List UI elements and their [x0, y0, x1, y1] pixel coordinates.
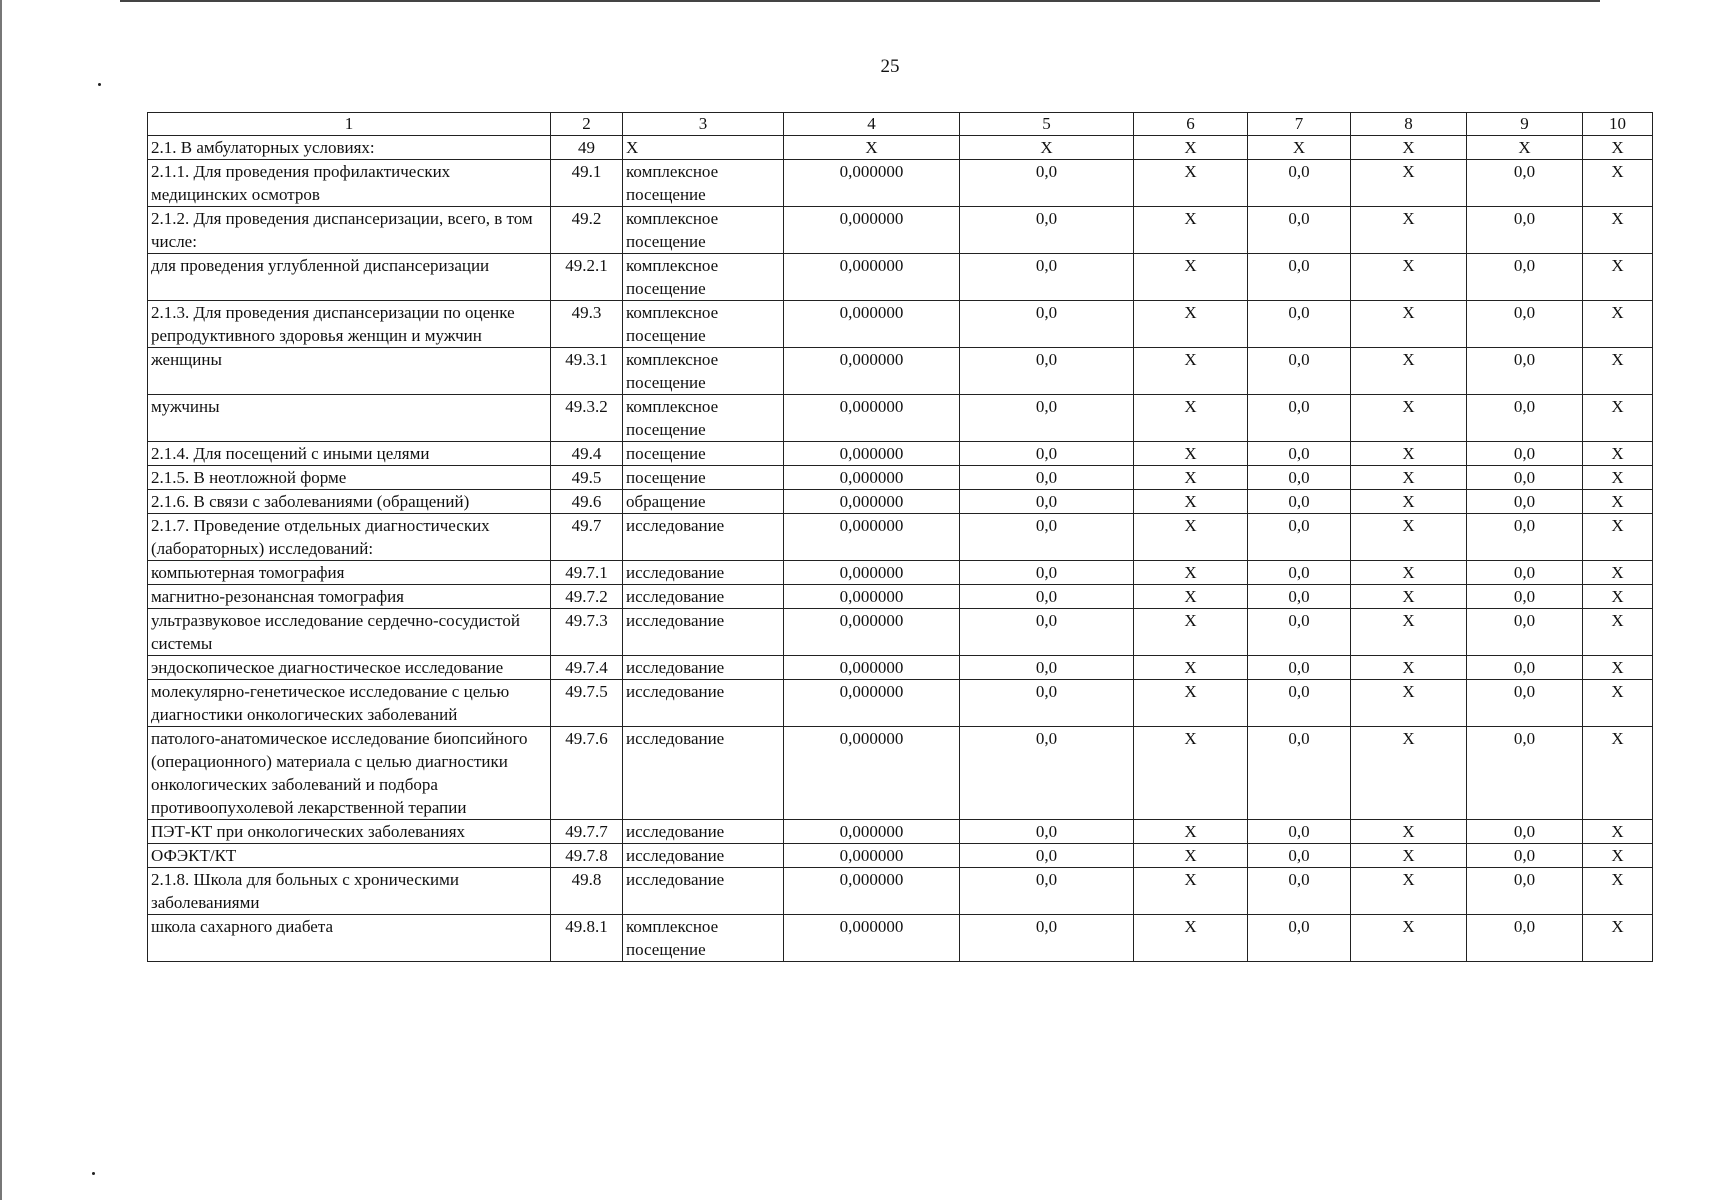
cell-col-8: X	[1351, 514, 1467, 561]
column-header: 1	[148, 113, 551, 136]
cell-col-8: X	[1351, 656, 1467, 680]
row-unit: комплексное посещение	[623, 395, 784, 442]
cell-col-9: 0,0	[1467, 514, 1583, 561]
cell-col-4: 0,000000	[784, 680, 960, 727]
column-header: 6	[1134, 113, 1248, 136]
cell-col-6: X	[1134, 656, 1248, 680]
cell-col-5: 0,0	[960, 680, 1134, 727]
cell-col-8: X	[1351, 301, 1467, 348]
cell-col-6: X	[1134, 585, 1248, 609]
table-row	[148, 609, 1653, 656]
scan-speck	[98, 83, 101, 86]
cell-col-5: 0,0	[960, 490, 1134, 514]
cell-col-6: X	[1134, 160, 1248, 207]
cell-col-4: 0,000000	[784, 254, 960, 301]
row-unit: исследование	[623, 727, 784, 820]
row-code: 49.3.1	[551, 348, 623, 395]
cell-col-9: 0,0	[1467, 868, 1583, 915]
cell-col-5: 0,0	[960, 442, 1134, 466]
row-unit: комплексное посещение	[623, 348, 784, 395]
table-row	[148, 207, 1653, 254]
cell-col-8: X	[1351, 680, 1467, 727]
cell-col-5: 0,0	[960, 609, 1134, 656]
row-unit: обращение	[623, 490, 784, 514]
row-label: магнитно-резонансная томография	[148, 585, 551, 609]
cell-col-4: 0,000000	[784, 466, 960, 490]
cell-col-5: 0,0	[960, 395, 1134, 442]
cell-col-8: X	[1351, 348, 1467, 395]
cell-col-6: X	[1134, 561, 1248, 585]
cell-col-5: 0,0	[960, 160, 1134, 207]
cell-col-4: 0,000000	[784, 207, 960, 254]
cell-col-5: X	[960, 136, 1134, 160]
table-row	[148, 514, 1653, 561]
row-label: 2.1.4. Для посещений с иными целями	[148, 442, 551, 466]
cell-col-7: 0,0	[1248, 395, 1351, 442]
table-row	[148, 844, 1653, 868]
cell-col-5: 0,0	[960, 727, 1134, 820]
row-code: 49.7.8	[551, 844, 623, 868]
cell-col-9: 0,0	[1467, 301, 1583, 348]
cell-col-4: 0,000000	[784, 868, 960, 915]
row-label: 2.1.1. Для проведения профилактических медицинских осмотров	[148, 160, 551, 207]
row-code: 49.7.5	[551, 680, 623, 727]
row-code: 49.5	[551, 466, 623, 490]
cell-col-6: X	[1134, 680, 1248, 727]
cell-col-4: 0,000000	[784, 844, 960, 868]
table-row	[148, 348, 1653, 395]
row-label: 2.1.2. Для проведения диспансеризации, всего, в том числе:	[148, 207, 551, 254]
cell-col-6: X	[1134, 490, 1248, 514]
row-code: 49.7	[551, 514, 623, 561]
cell-col-10: X	[1583, 160, 1653, 207]
cell-col-6: X	[1134, 844, 1248, 868]
cell-col-10: X	[1583, 254, 1653, 301]
table-row	[148, 301, 1653, 348]
cell-col-10: X	[1583, 207, 1653, 254]
cell-col-7: X	[1248, 136, 1351, 160]
cell-col-5: 0,0	[960, 254, 1134, 301]
cell-col-7: 0,0	[1248, 820, 1351, 844]
cell-col-6: X	[1134, 348, 1248, 395]
cell-col-8: X	[1351, 160, 1467, 207]
cell-col-5: 0,0	[960, 561, 1134, 585]
column-header: 3	[623, 113, 784, 136]
cell-col-9: 0,0	[1467, 254, 1583, 301]
table-row	[148, 490, 1653, 514]
cell-col-8: X	[1351, 207, 1467, 254]
row-label: женщины	[148, 348, 551, 395]
cell-col-8: X	[1351, 915, 1467, 962]
cell-col-9: 0,0	[1467, 395, 1583, 442]
cell-col-5: 0,0	[960, 348, 1134, 395]
row-unit: исследование	[623, 844, 784, 868]
cell-col-9: 0,0	[1467, 727, 1583, 820]
cell-col-7: 0,0	[1248, 727, 1351, 820]
cell-col-8: X	[1351, 561, 1467, 585]
column-header: 9	[1467, 113, 1583, 136]
row-code: 49	[551, 136, 623, 160]
cell-col-4: 0,000000	[784, 348, 960, 395]
cell-col-7: 0,0	[1248, 442, 1351, 466]
cell-col-9: 0,0	[1467, 442, 1583, 466]
cell-col-10: X	[1583, 915, 1653, 962]
row-label: ультразвуковое исследование сердечно-сосудистой системы	[148, 609, 551, 656]
table-row	[148, 136, 1653, 160]
row-code: 49.2.1	[551, 254, 623, 301]
cell-col-6: X	[1134, 915, 1248, 962]
cell-col-5: 0,0	[960, 915, 1134, 962]
row-label: компьютерная томография	[148, 561, 551, 585]
cell-col-6: X	[1134, 609, 1248, 656]
table-row	[148, 585, 1653, 609]
cell-col-9: 0,0	[1467, 585, 1583, 609]
cell-col-7: 0,0	[1248, 490, 1351, 514]
row-code: 49.2	[551, 207, 623, 254]
top-scan-rule	[120, 0, 1600, 2]
cell-col-10: X	[1583, 395, 1653, 442]
cell-col-4: 0,000000	[784, 514, 960, 561]
cell-col-7: 0,0	[1248, 915, 1351, 962]
column-header: 7	[1248, 113, 1351, 136]
cell-col-4: 0,000000	[784, 656, 960, 680]
row-unit: X	[623, 136, 784, 160]
cell-col-6: X	[1134, 442, 1248, 466]
row-code: 49.7.2	[551, 585, 623, 609]
cell-col-5: 0,0	[960, 844, 1134, 868]
table-row	[148, 160, 1653, 207]
row-unit: посещение	[623, 442, 784, 466]
row-unit: исследование	[623, 561, 784, 585]
row-label: патолого-анатомическое исследование биопсийного (операционного) материала с целью диагностики онкологических заболеваний и подбора противоопухолевой лекарственной терапии	[148, 727, 551, 820]
cell-col-10: X	[1583, 868, 1653, 915]
row-label: эндоскопическое диагностическое исследование	[148, 656, 551, 680]
cell-col-7: 0,0	[1248, 680, 1351, 727]
row-unit: комплексное посещение	[623, 207, 784, 254]
cell-col-7: 0,0	[1248, 466, 1351, 490]
cell-col-8: X	[1351, 395, 1467, 442]
row-label: школа сахарного диабета	[148, 915, 551, 962]
column-header: 5	[960, 113, 1134, 136]
row-label: для проведения углубленной диспансеризации	[148, 254, 551, 301]
cell-col-4: 0,000000	[784, 727, 960, 820]
cell-col-5: 0,0	[960, 207, 1134, 254]
cell-col-9: 0,0	[1467, 915, 1583, 962]
row-unit: посещение	[623, 466, 784, 490]
table-row	[148, 680, 1653, 727]
cell-col-8: X	[1351, 136, 1467, 160]
row-code: 49.3	[551, 301, 623, 348]
scan-speck	[92, 1172, 95, 1175]
cell-col-9: 0,0	[1467, 160, 1583, 207]
cell-col-8: X	[1351, 868, 1467, 915]
cell-col-9: 0,0	[1467, 844, 1583, 868]
column-header: 4	[784, 113, 960, 136]
cell-col-8: X	[1351, 442, 1467, 466]
cell-col-8: X	[1351, 820, 1467, 844]
cell-col-5: 0,0	[960, 585, 1134, 609]
cell-col-6: X	[1134, 207, 1248, 254]
cell-col-6: X	[1134, 820, 1248, 844]
page-number: 25	[880, 56, 900, 77]
cell-col-10: X	[1583, 680, 1653, 727]
cell-col-10: X	[1583, 727, 1653, 820]
cell-col-10: X	[1583, 561, 1653, 585]
cell-col-9: 0,0	[1467, 656, 1583, 680]
row-code: 49.8.1	[551, 915, 623, 962]
cell-col-8: X	[1351, 609, 1467, 656]
cell-col-10: X	[1583, 656, 1653, 680]
column-header: 2	[551, 113, 623, 136]
cell-col-8: X	[1351, 585, 1467, 609]
cell-col-9: 0,0	[1467, 820, 1583, 844]
cell-col-10: X	[1583, 514, 1653, 561]
cell-col-4: 0,000000	[784, 561, 960, 585]
row-unit: комплексное посещение	[623, 160, 784, 207]
cell-col-5: 0,0	[960, 301, 1134, 348]
cell-col-9: 0,0	[1467, 561, 1583, 585]
cell-col-7: 0,0	[1248, 609, 1351, 656]
cell-col-5: 0,0	[960, 656, 1134, 680]
cell-col-10: X	[1583, 442, 1653, 466]
row-unit: исследование	[623, 609, 784, 656]
cell-col-6: X	[1134, 301, 1248, 348]
cell-col-7: 0,0	[1248, 207, 1351, 254]
row-label: молекулярно-генетическое исследование с целью диагностики онкологических заболеваний	[148, 680, 551, 727]
cell-col-7: 0,0	[1248, 348, 1351, 395]
cell-col-7: 0,0	[1248, 301, 1351, 348]
row-code: 49.7.3	[551, 609, 623, 656]
row-label: 2.1.3. Для проведения диспансеризации по оценке репродуктивного здоровья женщин и мужчин	[148, 301, 551, 348]
cell-col-8: X	[1351, 490, 1467, 514]
cell-col-10: X	[1583, 301, 1653, 348]
table-row	[148, 466, 1653, 490]
cell-col-7: 0,0	[1248, 868, 1351, 915]
cell-col-7: 0,0	[1248, 160, 1351, 207]
row-label: мужчины	[148, 395, 551, 442]
cell-col-8: X	[1351, 466, 1467, 490]
cell-col-4: 0,000000	[784, 915, 960, 962]
row-unit: исследование	[623, 868, 784, 915]
cell-col-9: 0,0	[1467, 680, 1583, 727]
row-unit: исследование	[623, 514, 784, 561]
table-row	[148, 561, 1653, 585]
cell-col-6: X	[1134, 466, 1248, 490]
cell-col-6: X	[1134, 727, 1248, 820]
cell-col-8: X	[1351, 727, 1467, 820]
row-label: 2.1.8. Школа для больных с хроническими заболеваниями	[148, 868, 551, 915]
cell-col-9: X	[1467, 136, 1583, 160]
cell-col-6: X	[1134, 136, 1248, 160]
table-row	[148, 656, 1653, 680]
cell-col-10: X	[1583, 466, 1653, 490]
cell-col-5: 0,0	[960, 868, 1134, 915]
cell-col-10: X	[1583, 820, 1653, 844]
table-row	[148, 442, 1653, 466]
cell-col-6: X	[1134, 514, 1248, 561]
cell-col-5: 0,0	[960, 466, 1134, 490]
cell-col-5: 0,0	[960, 514, 1134, 561]
row-code: 49.7.1	[551, 561, 623, 585]
cell-col-9: 0,0	[1467, 348, 1583, 395]
cell-col-4: 0,000000	[784, 585, 960, 609]
table-row	[148, 395, 1653, 442]
row-label: 2.1. В амбулаторных условиях:	[148, 136, 551, 160]
column-header: 8	[1351, 113, 1467, 136]
left-scan-edge	[0, 0, 2, 1200]
cell-col-10: X	[1583, 490, 1653, 514]
cell-col-4: 0,000000	[784, 301, 960, 348]
row-code: 49.8	[551, 868, 623, 915]
row-code: 49.7.7	[551, 820, 623, 844]
cell-col-7: 0,0	[1248, 844, 1351, 868]
column-number-row	[148, 113, 1653, 136]
column-header: 10	[1583, 113, 1653, 136]
cell-col-9: 0,0	[1467, 207, 1583, 254]
cell-col-10: X	[1583, 609, 1653, 656]
cell-col-9: 0,0	[1467, 466, 1583, 490]
row-unit: исследование	[623, 680, 784, 727]
data-table	[147, 112, 1653, 962]
cell-col-9: 0,0	[1467, 490, 1583, 514]
cell-col-6: X	[1134, 868, 1248, 915]
row-unit: комплексное посещение	[623, 301, 784, 348]
cell-col-7: 0,0	[1248, 514, 1351, 561]
cell-col-10: X	[1583, 844, 1653, 868]
cell-col-7: 0,0	[1248, 254, 1351, 301]
cell-col-10: X	[1583, 348, 1653, 395]
row-label: 2.1.5. В неотложной форме	[148, 466, 551, 490]
cell-col-4: 0,000000	[784, 395, 960, 442]
row-label: 2.1.6. В связи с заболеваниями (обращений)	[148, 490, 551, 514]
table-row	[148, 727, 1653, 820]
row-unit: комплексное посещение	[623, 254, 784, 301]
cell-col-5: 0,0	[960, 820, 1134, 844]
row-code: 49.1	[551, 160, 623, 207]
cell-col-7: 0,0	[1248, 561, 1351, 585]
row-code: 49.4	[551, 442, 623, 466]
cell-col-9: 0,0	[1467, 609, 1583, 656]
row-label: 2.1.7. Проведение отдельных диагностических (лабораторных) исследований:	[148, 514, 551, 561]
cell-col-8: X	[1351, 254, 1467, 301]
cell-col-4: X	[784, 136, 960, 160]
cell-col-4: 0,000000	[784, 160, 960, 207]
cell-col-8: X	[1351, 844, 1467, 868]
row-unit: комплексное посещение	[623, 915, 784, 962]
row-label: ОФЭКТ/КТ	[148, 844, 551, 868]
row-unit: исследование	[623, 585, 784, 609]
row-unit: исследование	[623, 820, 784, 844]
table-row	[148, 254, 1653, 301]
row-code: 49.6	[551, 490, 623, 514]
cell-col-4: 0,000000	[784, 820, 960, 844]
row-code: 49.3.2	[551, 395, 623, 442]
cell-col-10: X	[1583, 136, 1653, 160]
row-code: 49.7.4	[551, 656, 623, 680]
cell-col-7: 0,0	[1248, 656, 1351, 680]
row-code: 49.7.6	[551, 727, 623, 820]
cell-col-6: X	[1134, 254, 1248, 301]
cell-col-10: X	[1583, 585, 1653, 609]
row-label: ПЭТ-КТ при онкологических заболеваниях	[148, 820, 551, 844]
cell-col-4: 0,000000	[784, 442, 960, 466]
cell-col-7: 0,0	[1248, 585, 1351, 609]
table-row	[148, 915, 1653, 962]
cell-col-6: X	[1134, 395, 1248, 442]
row-unit: исследование	[623, 656, 784, 680]
table-row	[148, 868, 1653, 915]
cell-col-4: 0,000000	[784, 609, 960, 656]
cell-col-4: 0,000000	[784, 490, 960, 514]
table-row	[148, 820, 1653, 844]
